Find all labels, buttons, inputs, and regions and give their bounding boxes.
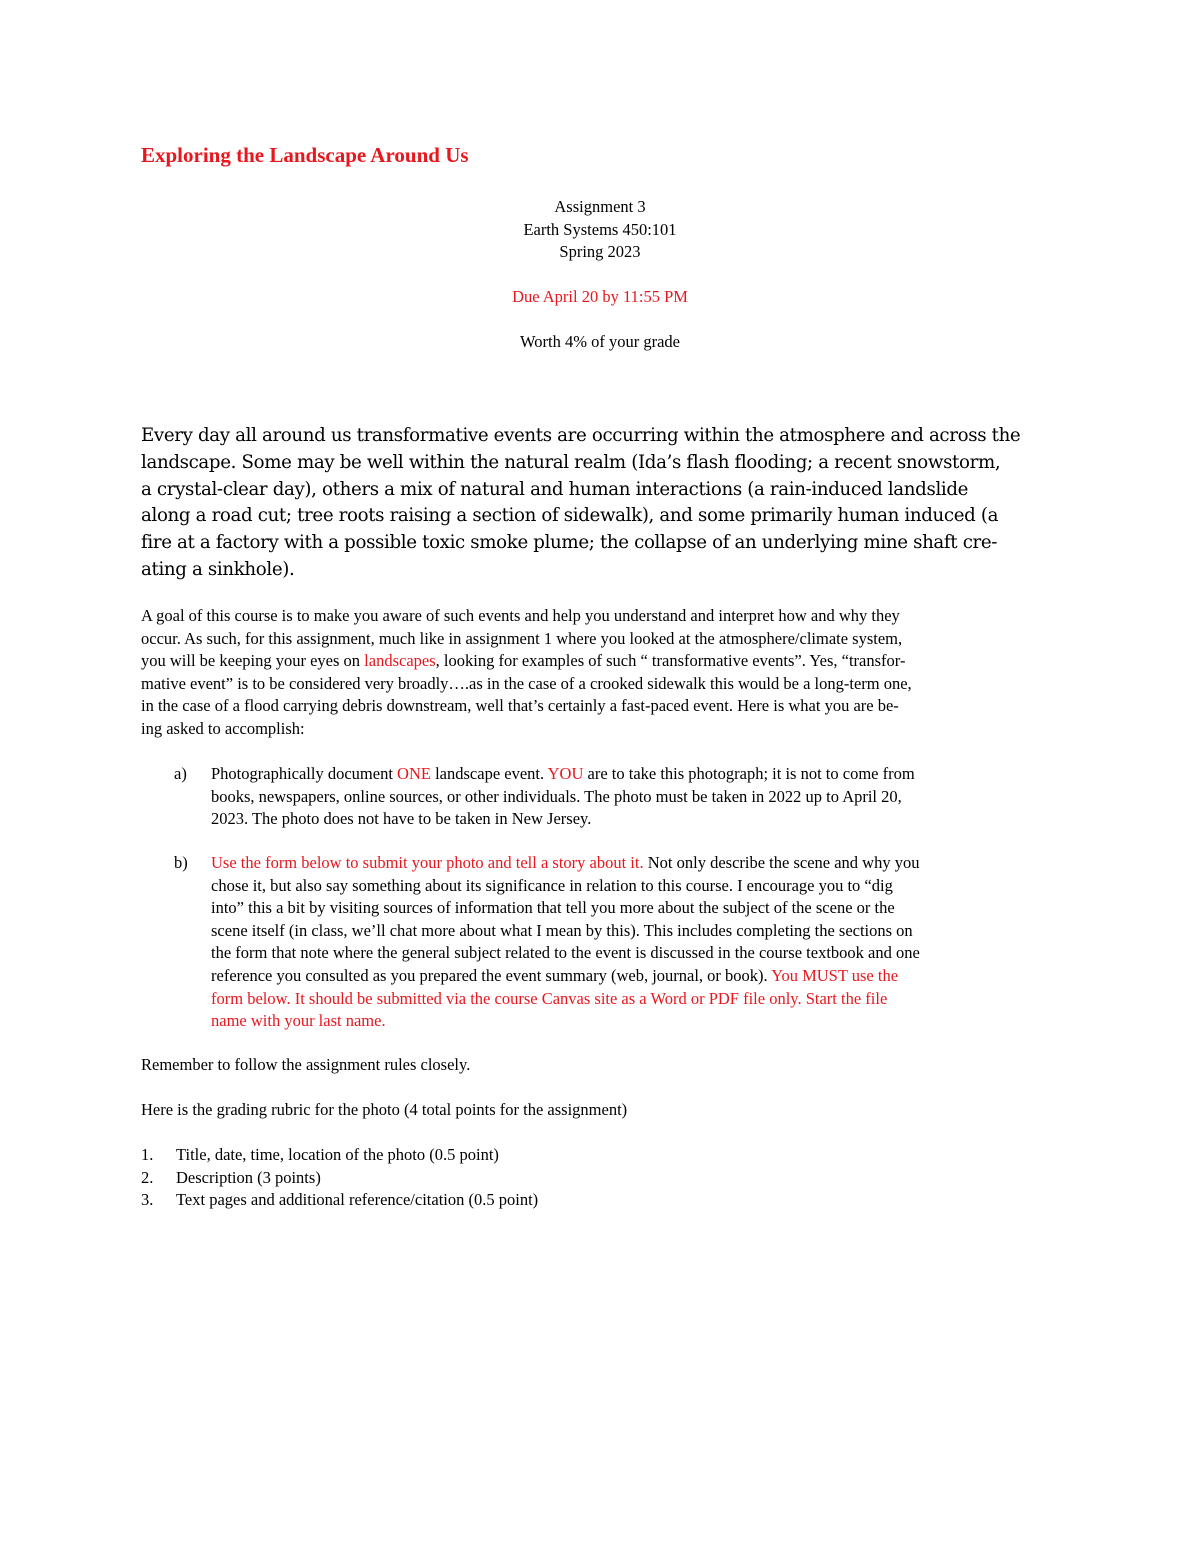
intro-paragraph xyxy=(141,423,1066,584)
intro-line: landscape. Some may be well within the natural realm (Ida’s flash flooding; a recent snowstorm, xyxy=(141,451,1001,473)
list-marker: b) xyxy=(174,853,188,872)
task-item-a-text: Photographically document ONE landscape event. YOU are to take this photograph; it is not to come from books, newspapers, online sources, or other individuals. The photo must be taken in 2022 up to April 20, 2023. The photo does not have to be taken in New Jersey. xyxy=(211,764,915,829)
landscapes-emphasis: landscapes xyxy=(364,651,436,671)
intro-line: along a road cut; tree roots raising a section of sidewalk), and some primarily human induced (a xyxy=(141,505,999,527)
intro-line: Every day all around us transformative events are occurring within the atmosphere and across the xyxy=(141,425,1021,446)
rubric-intro: Here is the grading rubric for the photo (4 total points for the assignment) xyxy=(141,1100,628,1119)
grade-weight: Worth 4% of your grade xyxy=(520,332,680,351)
assignment-header xyxy=(0,196,1200,264)
intro-line: fire at a factory with a possible toxic smoke plume; the collapse of an underlying mine shaft cre- xyxy=(141,532,998,554)
intro-line: ating a sinkhole). xyxy=(141,558,295,580)
due-date: Due April 20 by 11:55 PM xyxy=(512,287,688,306)
term: Spring 2023 xyxy=(559,242,641,261)
course-name: Earth Systems 450:101 xyxy=(523,219,677,239)
goal-paragraph: A goal of this course is to make you aware of such events and help you understand and interpret how and why they occur. As such, for this assignment, much like in assignment 1 where you looked at the atmosphere/climate system, you will be keeping your eyes on landscapes, looking for examples of such “ transformative events”. Yes, “transfor- mative event” is to be considered very broadly….as in the case of a crooked sidewalk this would be a long-term one, in the case of a flood carrying debris downstream, well that’s certainly a fast-paced event. Here is what you are be- ing asked to accomplish: xyxy=(141,606,912,738)
intro-line: a crystal-clear day), others a mix of natural and human interactions (a rain-induced landslide xyxy=(141,478,969,500)
document-page: Exploring the Landscape Around Us Assignment 3 Earth Systems 450:101 Spring 2023 Due April 20 by 11:55 PM Worth 4% of your grade Every day all around us transformative events are occurring within the atmosphere and across the landscape. Some may be well within the natural realm (Ida’s flash flooding; a recent snowstorm, a crystal-clear day), others a mix of natural and human interactions (a rain-induced landslide along a road cut; tree roots raising a section of sidewalk), and some primarily human induced (a fire at a factory with a possible toxic smoke plume; the collapse of an underlying mine shaft cre- ating a sinkhole). A goal of this course is to make you aware of such events and help you understand and interpret how and why they occur. As such, for this assignment, much like in assignment 1 where you looked at the atmosphere/climate system, you will be keeping your eyes on landscapes, looking for examples of such “ transformative events”. Yes, “transfor- mative event” is to be considered very broadly….as in the case of a crooked sidewalk this would be a long-term one, in the case of a flood carrying debris downstream, well that’s certainly a fast-paced event. Here is what you are be- ing asked to accomplish: a) Photographically document ONE landscape event. YOU are to take this photograph; it is not to come from books, newspapers, online sources, or other individuals. The photo must be taken in 2022 up to April 20, 2023. The photo does not have to be taken in New Jersey. b) Use the form below to submit your photo and tell a story about it. Not only describe the scene and why you chose it, but also say something about its significance in relation to this course. I encourage you to “dig into” this a bit by visiting sources of information that tell you more about the subject of the scene or the scene itself (in class, we’ll chat more about what I mean by this). This includes completing the sections on the form that note where the general subject related to the event is discussed in the course textbook and one reference you consulted as you prepared the event summary (web, journal, or book). You MUST use the form below. It should be submitted via the course Canvas site as a Word or PDF file only. Start the file name with your last name. Remember to follow the assignment rules closely. Here is the grading rubric for the photo (4 total points for the assignment) 1. Title, date, time, location of the photo (0.5 point) 2. Description (3 points) 3. Text pages and additional reference/citation (0.5 point) xyxy=(0,0,1200,1553)
task-item-b-text: Use the form below to submit your photo and tell a story about it. Not only describe the scene and why you chose it, but also say something about its significance in relation to this course. I encourage you to “dig into” this a bit by visiting sources of information that tell you more about the subject of the scene or the scene itself (in class, we’ll chat more about what I mean by this). This includes completing the sections on the form that note where the general subject related to the event is discussed in the course textbook and one reference you consulted as you prepared the event summary (web, journal, or book). You MUST use the form below. It should be submitted via the course Canvas site as a Word or PDF file only. Start the file name with your last name. xyxy=(211,853,920,1031)
list-marker: a) xyxy=(174,764,187,783)
document-title: Exploring the Landscape Around Us xyxy=(141,143,469,167)
assignment-number: Assignment 3 xyxy=(554,197,646,216)
remember-note: Remember to follow the assignment rules closely. xyxy=(141,1055,471,1074)
